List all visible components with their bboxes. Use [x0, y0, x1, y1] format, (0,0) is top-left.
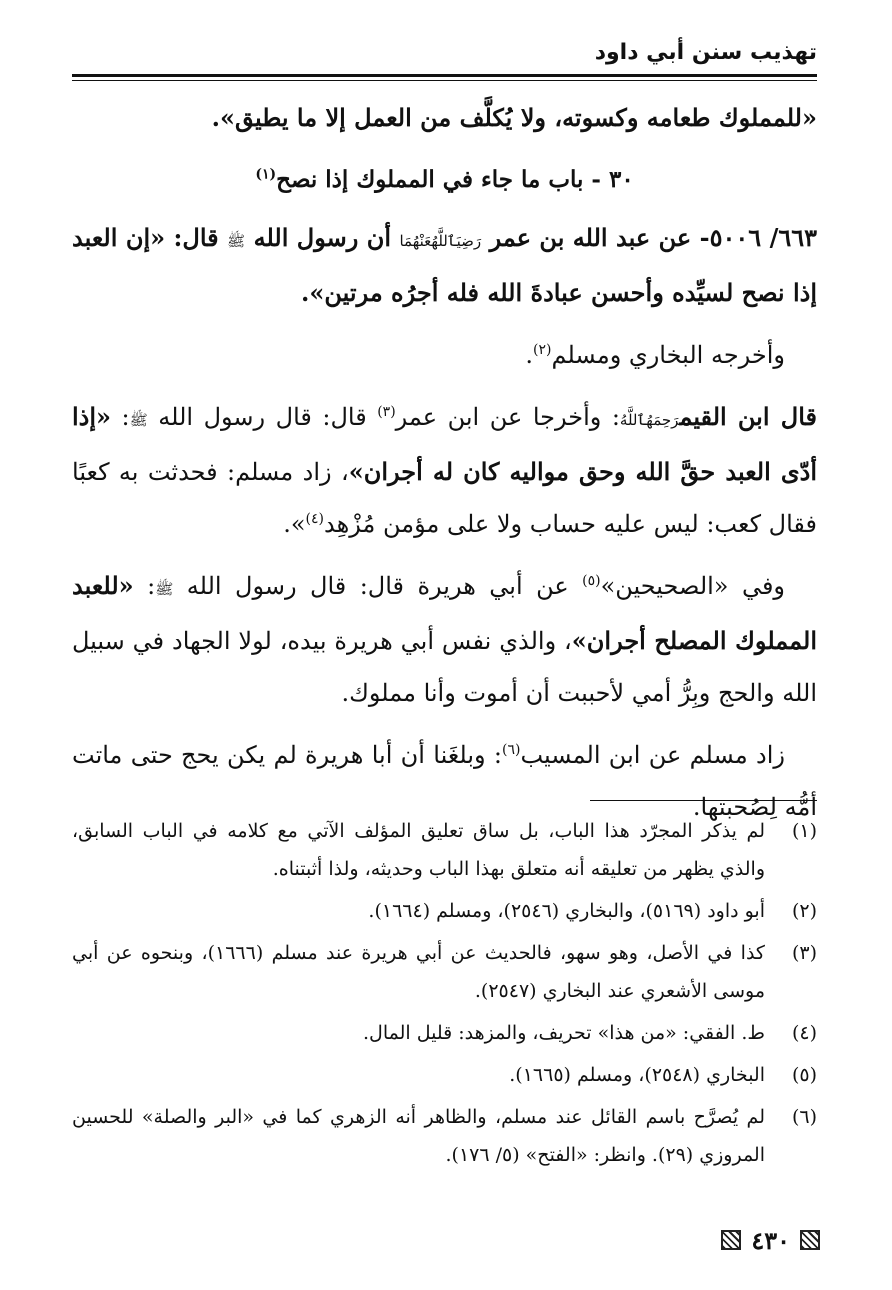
- takhrij-paragraph: [72, 329, 817, 381]
- honorific-glyph: ﷺ: [155, 580, 174, 598]
- paragraph-text: وفي «الصحيحين»: [600, 572, 786, 600]
- paragraph-text: : وبلغَنا أن أبا هريرة لم يكن يحج حتى ماتت أمُّه لِصُحبتها.: [72, 741, 817, 821]
- paragraph-text: زاد مسلم عن ابن المسيب: [520, 741, 785, 769]
- footnote: [72, 1056, 817, 1094]
- footnote-number: (٦): [791, 1106, 817, 1128]
- footnote-text: البخاري (٢٥٤٨)، ومسلم (١٦٦٥).: [509, 1064, 765, 1086]
- page-number: ٤٣٠: [751, 1225, 790, 1255]
- footnote-number: (٤): [791, 1022, 817, 1044]
- footnote-text: ط. الفقي: «من هذا» تحريف، والمزهد: قليل المال.: [363, 1022, 765, 1044]
- footnote: [72, 812, 817, 888]
- paragraph-text: ».: [283, 510, 306, 538]
- paragraph-text: عن أبي هريرة قال: قال رسول الله: [173, 572, 583, 600]
- sahihayn-paragraph: [72, 560, 817, 719]
- honorific-glyph: رَحِمَهُٱللَّهُ: [619, 411, 680, 429]
- footnote-ref: (٥): [582, 573, 601, 589]
- footnote-ref: (٣): [377, 404, 396, 420]
- book-title: تهذيب سنن أبي داود: [594, 40, 817, 65]
- ibn-qayyim-paragraph: [72, 391, 817, 550]
- hadith-text: عن عبد الله بن عمر: [481, 223, 700, 252]
- quoted-hadith: «للعبد المملوك المصلح أجران»: [72, 571, 817, 655]
- footnote-text: كذا في الأصل، وهو سهو، فالحديث عن أبي هريرة عند مسلم (١٦٦٦)، وبنحوه عن أبي موسى الأشعري عند البخاري (٢٥٤٧).: [72, 942, 765, 1002]
- footnote: [72, 1098, 817, 1174]
- chapter-heading-text: ٣٠ - باب ما جاء في المملوك إذا نصح: [276, 166, 634, 193]
- footnote-number: (٣): [791, 942, 817, 964]
- quoted-hadith: «إذا أدّى العبد حقَّ الله وحق مواليه كان له أجران»: [72, 402, 817, 486]
- chapter-heading: [72, 154, 817, 206]
- footnote-separator: [590, 800, 817, 801]
- footnote: [72, 934, 817, 1010]
- hadith-text: قال: «إن العبد إذا نصح لسيِّده وأحسن عبادةَ الله فله أجرُه مرتين».: [72, 223, 817, 307]
- footnote-text: لم يُصرَّح باسم القائل عند مسلم، والظاهر أنه الزهري كما في «البر والصلة» للحسين المروزي (٢٩). وانظر: «الفتح» (٥/ ١٧٦).: [72, 1106, 765, 1166]
- paragraph-text: قال: قال رسول الله: [147, 403, 378, 431]
- paragraph-text: ، زاد مسلم: فحدثت به كعبًا فقال كعب: ليس عليه حساب ولا على مؤمن مُزْهِد: [72, 458, 817, 538]
- running-header: [72, 34, 817, 77]
- paragraph-text: : وأخرجا عن ابن عمر: [395, 403, 620, 431]
- footnote-number: (٢): [791, 900, 817, 922]
- footnote-ref: (٤): [305, 511, 324, 527]
- commentator-label: قال ابن القيم: [679, 402, 817, 431]
- header-divider: [72, 80, 817, 81]
- footnote: [72, 1014, 817, 1052]
- page-footer: [721, 1224, 820, 1256]
- paragraph-text: :: [133, 572, 156, 600]
- main-text: [72, 92, 817, 843]
- footnote-text: لم يذكر المجرّد هذا الباب، بل ساق تعليق المؤلف الآتي مع كلامه في الباب السابق، والذي يظهر من تعليقه أنه متعلق بهذا الباب وحديثه، ولذا أثبتناه.: [72, 820, 765, 880]
- footnote-ref: (١): [255, 166, 277, 183]
- honorific-glyph: ﷺ: [129, 411, 148, 429]
- takhrij-end: .: [525, 341, 534, 369]
- paragraph-text: ، والذي نفس أبي هريرة بيده، لولا الجهاد في سبيل الله والحج وبِرُّ أمي لأحببت أن أموت وأنا مملوك.: [72, 627, 817, 707]
- hadith-number: ٦٦٣/ ٥٠٠٦-: [699, 223, 818, 252]
- honorific-glyph: رَضِيَٱللَّهُعَنْهُمَا: [399, 232, 482, 250]
- paragraph-text: :: [111, 403, 130, 431]
- hadith-text: أن رسول الله: [245, 223, 400, 252]
- footnote: [72, 892, 817, 930]
- footnote-number: (١): [791, 820, 817, 842]
- takhrij-text: وأخرجه البخاري ومسلم: [551, 341, 785, 369]
- footnote-number: (٥): [791, 1064, 817, 1086]
- paragraph-continuation: «للمملوك طعامه وكسوته، ولا يُكلَّف من العمل إلا ما يطيق».: [211, 103, 817, 132]
- hadith-paragraph: [72, 212, 817, 319]
- ornament-icon: [800, 1230, 820, 1250]
- footnote-ref: (٢): [533, 342, 552, 358]
- honorific-glyph: ﷺ: [227, 232, 246, 250]
- footnote-ref: (٦): [501, 742, 521, 758]
- ornament-icon: [721, 1230, 741, 1250]
- footnotes: [72, 812, 817, 1178]
- footnote-text: أبو داود (٥١٦٩)، والبخاري (٢٥٤٦)، ومسلم (١٦٦٤).: [368, 900, 765, 922]
